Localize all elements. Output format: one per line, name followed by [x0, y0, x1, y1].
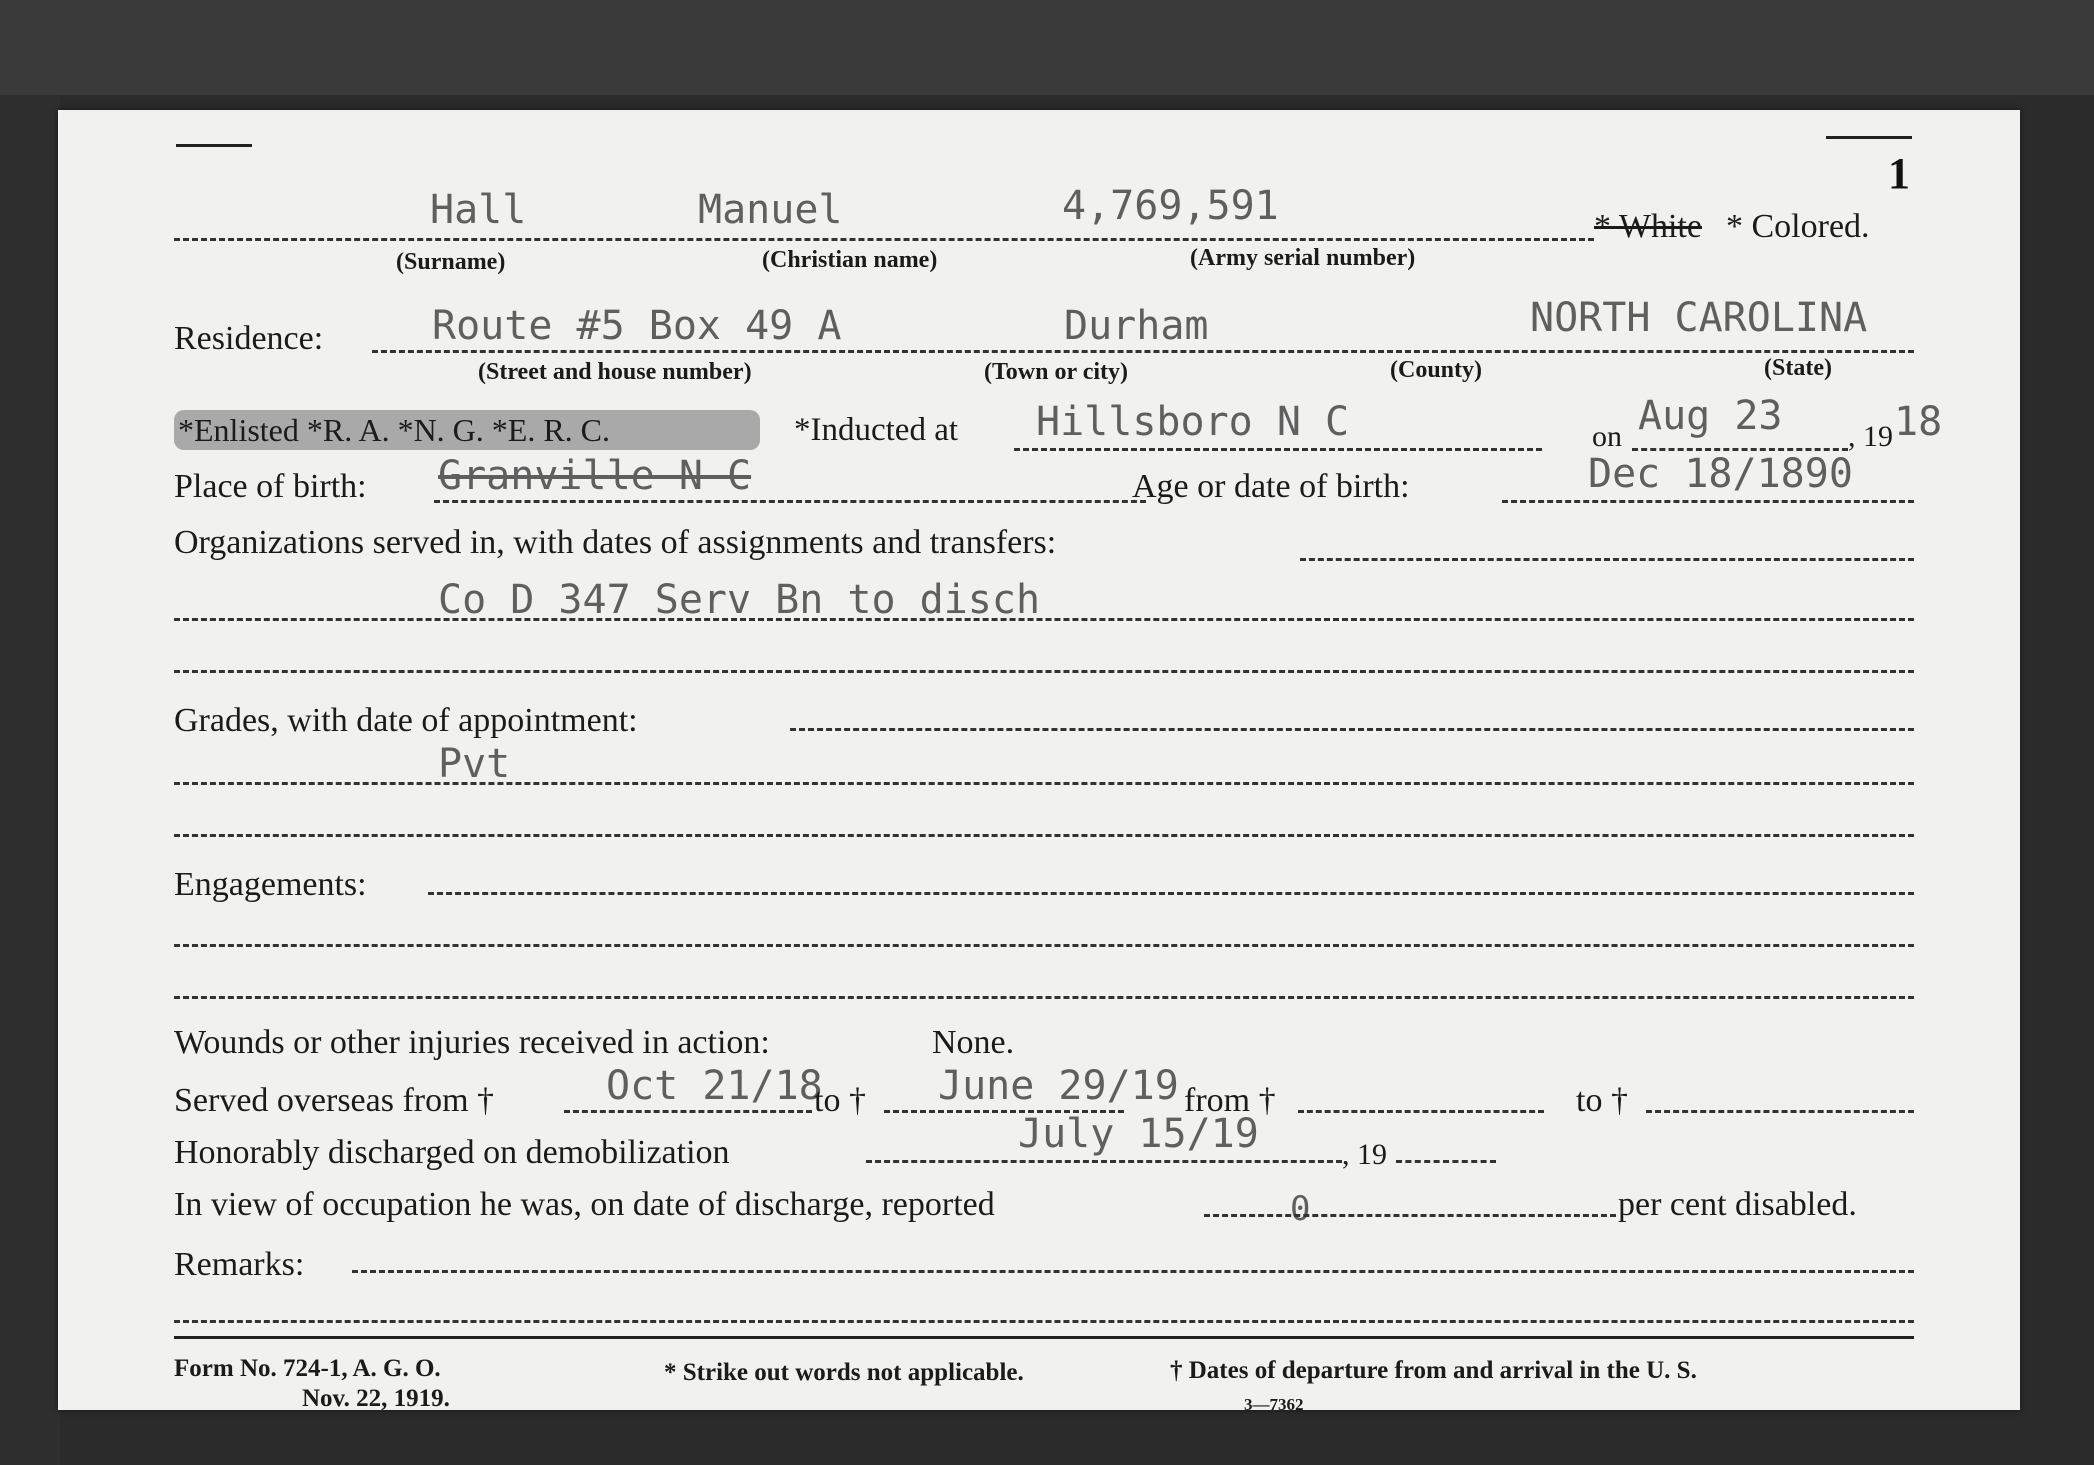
surname-value: Hall: [430, 187, 527, 233]
overseas-from-value: Oct 21/18: [606, 1063, 823, 1109]
grades-line-3: [174, 834, 1914, 837]
surname-label: (Surname): [396, 249, 506, 275]
engagements-line-1: [428, 892, 1914, 895]
remarks-line-2: [174, 1320, 1914, 1323]
disability-line: [1204, 1214, 1616, 1217]
form-number: Form No. 724-1, A. G. O.: [174, 1355, 441, 1382]
residence-town-value: Durham: [1064, 303, 1209, 349]
engagements-line-3: [174, 996, 1914, 999]
enlisted-options: *Enlisted *R. A. *N. G. *E. R. C.: [178, 412, 611, 448]
organizations-label: Organizations served in, with dates of assignments and transfers:: [174, 524, 1057, 561]
christian-name-label: (Christian name): [762, 247, 938, 273]
organizations-line-2: [174, 618, 1914, 621]
wounds-label: Wounds or other injuries received in action:: [174, 1024, 770, 1061]
overseas-from-label-2: from †: [1184, 1082, 1276, 1119]
discharge-year-prefix: , 19: [1342, 1138, 1387, 1171]
engagements-line-2: [174, 944, 1914, 947]
inducted-place-value: Hillsboro N C: [1036, 399, 1350, 445]
residence-label: Residence:: [174, 320, 324, 357]
county-label: (County): [1390, 357, 1483, 383]
print-code: 3—7362: [1244, 1395, 1304, 1414]
residence-state-value: NORTH CAROLINA: [1530, 295, 1868, 341]
remarks-label: Remarks:: [174, 1246, 305, 1283]
organizations-line-3: [174, 670, 1914, 673]
name-line: [174, 238, 1594, 241]
overseas-to-label-2: to †: [1576, 1082, 1628, 1119]
overseas-from-line: [564, 1110, 812, 1113]
discharge-label: Honorably discharged on demobilization: [174, 1134, 730, 1171]
organizations-line-1: [1300, 558, 1914, 561]
disability-suffix: per cent disabled.: [1618, 1186, 1857, 1223]
disability-value: 0: [1290, 1189, 1311, 1229]
engagements-label: Engagements:: [174, 866, 367, 903]
age-or-birth-label: Age or date of birth:: [1132, 468, 1410, 505]
serial-number-value: 4,769,591: [1062, 183, 1279, 229]
residence-line: [372, 350, 1914, 353]
form-date: Nov. 22, 1919.: [302, 1385, 450, 1412]
place-of-birth-value: Granville N C: [438, 453, 752, 499]
top-right-rule: [1826, 136, 1912, 139]
street-label: (Street and house number): [478, 359, 752, 385]
overseas-to-line-2: [1646, 1110, 1914, 1113]
inducted-year-prefix: , 19: [1848, 420, 1893, 453]
overseas-to-label: to †: [814, 1082, 866, 1119]
place-of-birth-label: Place of birth:: [174, 468, 367, 505]
inducted-line: [1014, 448, 1542, 451]
organizations-value: Co D 347 Serv Bn to disch: [438, 577, 1041, 623]
christian-name-value: Manuel: [698, 187, 843, 233]
race-white: * White: [1594, 208, 1702, 245]
inducted-at-label: *Inducted at: [794, 412, 959, 448]
strike-out-note: * Strike out words not applicable.: [664, 1359, 1024, 1386]
discharge-date-value: July 15/19: [1018, 1111, 1259, 1157]
top-left-rule: [176, 144, 252, 147]
discharge-date-line: [866, 1160, 1342, 1163]
scan-background-left: [0, 95, 60, 1465]
overseas-from-line-2: [1298, 1110, 1544, 1113]
date-of-birth-value: Dec 18/1890: [1588, 451, 1853, 497]
footer-rule: [174, 1336, 1914, 1339]
dates-note: † Dates of departure from and arrival in the U. S.: [1170, 1357, 1697, 1384]
serial-number-label: (Army serial number): [1190, 245, 1416, 271]
disability-label: In view of occupation he was, on date of discharge, reported: [174, 1186, 995, 1223]
remarks-line-1: [352, 1270, 1914, 1273]
date-of-birth-line: [1502, 500, 1914, 503]
residence-street-value: Route #5 Box 49 A: [432, 303, 842, 349]
served-overseas-label: Served overseas from †: [174, 1082, 495, 1119]
service-record-card: [58, 110, 2020, 1414]
state-label: (State): [1764, 355, 1832, 381]
race-colored: * Colored.: [1726, 208, 1870, 245]
overseas-to-value: June 29/19: [938, 1063, 1179, 1109]
inducted-date-value: Aug 23: [1638, 393, 1783, 439]
on-label: on: [1592, 420, 1622, 453]
grades-value: Pvt: [438, 741, 511, 787]
grades-label: Grades, with date of appointment:: [174, 702, 638, 739]
town-label: (Town or city): [984, 359, 1128, 385]
scan-background-top: [0, 0, 2094, 95]
place-of-birth-line: [434, 500, 1146, 503]
card-number: 1: [1888, 149, 1910, 198]
inducted-year-value: 18: [1894, 399, 1943, 445]
grades-line-1: [790, 728, 1914, 731]
discharge-year-line: [1396, 1160, 1496, 1163]
grades-line-2: [174, 782, 1914, 785]
wounds-value: None.: [932, 1024, 1015, 1061]
